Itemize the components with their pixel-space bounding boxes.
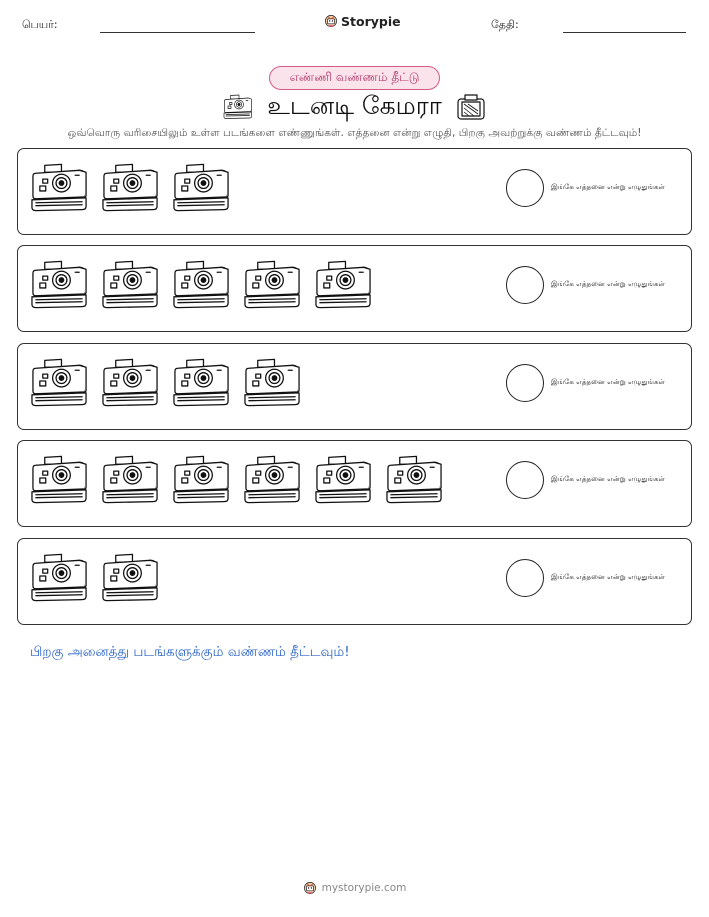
instant-camera-icon <box>30 162 89 214</box>
instant-camera-icon <box>30 552 89 604</box>
answer-circle[interactable] <box>506 364 544 402</box>
instant-camera-icon <box>101 357 160 409</box>
instant-camera-icon <box>243 259 302 311</box>
instant-camera-icon <box>172 162 231 214</box>
answer-hint: இங்கே எத்தனை என்று எழுதுங்கள் <box>551 572 666 581</box>
instant-camera-icon <box>101 162 160 214</box>
instant-camera-icon <box>30 454 89 506</box>
page-title: உடனடி கேமரா <box>267 90 442 120</box>
name-line <box>100 32 255 33</box>
answer-circle[interactable] <box>506 461 544 499</box>
footer-message: பிறகு அனைத்து படங்களுக்கும் வண்ணம் தீட்டவும்! <box>30 644 350 660</box>
counting-row <box>17 538 692 625</box>
counting-row <box>17 343 692 430</box>
answer-hint: இங்கே எத்தனை என்று எழுதுங்கள் <box>551 279 666 288</box>
instant-camera-icon <box>101 259 160 311</box>
camera-group <box>30 162 231 214</box>
brand-name: Storypie <box>341 13 401 29</box>
date-line <box>563 32 686 33</box>
answer-circle[interactable] <box>506 169 544 207</box>
instant-camera-icon <box>172 357 231 409</box>
instant-camera-icon <box>101 552 160 604</box>
camera-group <box>30 357 302 409</box>
instructions: ஒவ்வொரு வரிசையிலும் உள்ள படங்களை எண்ணுங்கள். எத்தனை என்று எழுதி, பிறகு அவற்றுக்கு வண்ணம் தீட்டவும்! <box>67 127 642 139</box>
storypie-mascot-icon <box>303 880 317 896</box>
counting-row <box>17 440 692 527</box>
answer-hint: இங்கே எத்தனை என்று எழுதுங்கள் <box>551 377 666 386</box>
instant-camera-icon <box>385 454 444 506</box>
camera-icon <box>223 94 253 120</box>
instant-camera-icon <box>314 454 373 506</box>
answer-hint: இங்கே எத்தனை என்று எழுதுங்கள் <box>551 474 666 483</box>
worksheet-tag: எண்ணி வண்ணம் தீட்டு <box>269 66 440 90</box>
camera-icon <box>456 93 486 121</box>
camera-group <box>30 454 444 506</box>
answer-circle[interactable] <box>506 266 544 304</box>
instant-camera-icon <box>172 259 231 311</box>
instant-camera-icon <box>243 357 302 409</box>
title-row <box>0 90 709 124</box>
storypie-mascot-icon <box>324 13 338 29</box>
instant-camera-icon <box>314 259 373 311</box>
answer-hint: இங்கே எத்தனை என்று எழுதுங்கள் <box>551 182 666 191</box>
instant-camera-icon <box>172 454 231 506</box>
instant-camera-icon <box>30 259 89 311</box>
date-label: தேதி: <box>491 18 519 31</box>
instant-camera-icon <box>101 454 160 506</box>
instant-camera-icon <box>243 454 302 506</box>
counting-row <box>17 148 692 235</box>
footer-url: mystorypie.com <box>321 882 407 894</box>
counting-row <box>17 245 692 332</box>
footer-brand <box>0 880 709 896</box>
name-label: பெயர்: <box>22 18 58 31</box>
instant-camera-icon <box>30 357 89 409</box>
brand-logo <box>324 13 401 29</box>
answer-circle[interactable] <box>506 559 544 597</box>
camera-group <box>30 259 373 311</box>
camera-group <box>30 552 160 604</box>
worksheet-header <box>0 0 709 50</box>
